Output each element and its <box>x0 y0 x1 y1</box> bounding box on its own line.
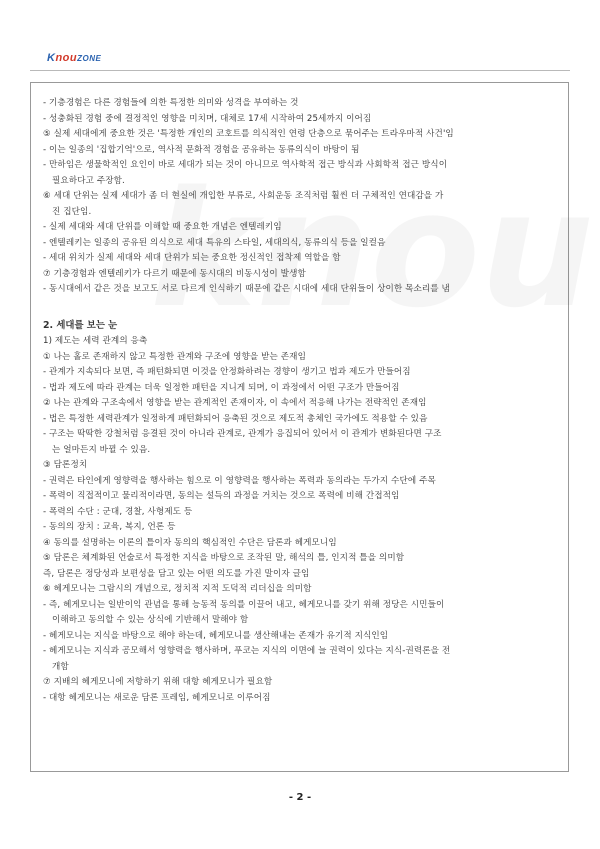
text-line: - 동시대에서 같은 것을 보고도 서로 다르게 인식하기 때문에 같은 시대에 세대 단위들이 상이한 목소리를 냄 <box>43 284 450 294</box>
text-line: - 만하임은 생물학적인 요인이 바로 세대가 되는 것이 아니므로 역사학적 접근 방식과 사회학적 접근 방식이 <box>43 160 448 170</box>
text-line: ⑦ 지배의 헤게모니에 저항하기 위해 대항 헤게모니가 필요함 <box>43 677 273 687</box>
text-line: 진 집단임. <box>52 206 92 217</box>
text-line: - 법과 제도에 따라 관계는 더욱 일정한 패턴을 지니게 되며, 이 과정에서 어떤 구조가 만들어짐 <box>43 382 400 393</box>
spacer <box>43 298 561 314</box>
text-line: - 권력은 타인에게 영향력을 행사하는 힘으로 이 영향력을 행사하는 폭력과 동의라는 두가지 수단에 주목 <box>43 475 436 486</box>
text-line: - 이는 일종의 '집합기억'으로, 역사적 문화적 경험을 공유하는 동류의식이 바탕이 됨 <box>43 144 360 155</box>
logo-zone: ZONE <box>77 54 102 63</box>
logo <box>47 52 101 64</box>
text-line: 즉, 담론은 정당성과 보편성을 담고 있는 어떤 의도를 가진 말이자 글임 <box>43 568 310 579</box>
text-line: - 폭력의 수단 : 군대, 경찰, 사형제도 등 <box>43 506 193 517</box>
header-divider <box>30 70 570 71</box>
text-line: - 헤게모니는 지식과 공모해서 영향력을 행사하며, 푸코는 지식의 이면에 늘 권력이 있다는 지식-권력론을 전 <box>43 646 451 656</box>
text-line: - 폭력이 직접적이고 물리적이라면, 동의는 설득의 과정을 거치는 것으로 폭력에 비해 간접적임 <box>43 491 400 501</box>
text-line: 는 얼마든지 바뀔 수 있음. <box>52 444 151 455</box>
section-1-continued <box>43 96 561 298</box>
text-line: 필요하다고 주장함. <box>52 175 125 186</box>
text-line: - 실제 세대와 세대 단위를 이해할 때 중요한 개념은 엔텔레키임 <box>43 222 282 232</box>
text-line: 이해하고 동의할 수 있는 상식에 기반해서 말해야 함 <box>52 615 249 625</box>
text-line: ⑤ 담론은 체계화된 언술로서 특정한 지식을 바탕으로 조작된 말, 해석의 틀, 인지적 틀을 의미함 <box>43 553 405 563</box>
text-line: - 구조는 딱딱한 강철처럼 응결된 것이 아니라 관계로, 관계가 응집되어 있어서 이 관계가 변화된다면 구조 <box>43 429 442 439</box>
text-line: 1) 제도는 세력 관계의 응축 <box>43 336 148 346</box>
section-2-body <box>43 334 561 706</box>
text-line: ① 나는 홀로 존재하지 않고 특정한 관계와 구조에 영향을 받는 존재임 <box>43 351 306 362</box>
text-line: - 세대 위치가 실제 세대와 세대 단위가 되는 중요한 정신적인 접착제 역할을 함 <box>43 253 341 263</box>
page-number: - 2 - <box>288 792 312 803</box>
text-line: - 기층경험은 다른 경험들에 의한 특정한 의미와 성격을 부여하는 것 <box>43 98 299 108</box>
text-line: - 성충화된 경험 중에 결정적인 영향을 미치며, 대체로 17세 시작하여 25세까지 이어짐 <box>43 113 372 124</box>
document-body <box>43 96 561 706</box>
text-line: - 관계가 지속되다 보면, 즉 패턴화되면 이것을 안정화하려는 경향이 생기고 법과 제도가 만들어짐 <box>43 367 411 377</box>
text-line: - 동의의 장치 : 교육, 복지, 언론 등 <box>43 522 176 532</box>
text-line: ② 나는 관계와 구조속에서 영향을 받는 관계적인 존재이자, 이 속에서 적응해 나가는 전략적인 존재임 <box>43 398 427 408</box>
text-line: ⑥ 헤게모니는 그람시의 개념으로, 정치적 지적 도덕적 리더십을 의미함 <box>43 584 312 594</box>
text-line: - 헤게모니는 지식을 바탕으로 해야 하는데, 헤게모니를 생산해내는 존재가 유기적 지식인임 <box>43 630 389 641</box>
text-line: - 법은 특정한 세력관계가 일정하게 패턴화되어 응축된 것으로 제도적 총체인 국가에도 적용할 수 있음 <box>43 413 428 424</box>
text-line: - 즉, 헤게모니는 일반이익 관념을 통해 능동적 동의를 이끌어 내고, 헤게모니를 갖기 위해 정당은 시민들이 <box>43 599 445 610</box>
text-line: ⑤ 실제 세대에게 중요한 것은 '특정한 개인의 코호트를 의식적인 연령 단층으로 묶어주는 트라우마적 사건'임 <box>43 129 454 139</box>
logo-k: K <box>47 52 56 64</box>
text-line: - 대항 헤게모니는 새로운 담론 프레임, 헤게모니로 이루어짐 <box>43 692 271 703</box>
logo-text: nou <box>55 52 78 64</box>
text-line: ③ 담론정치 <box>43 460 88 470</box>
text-line: 개함 <box>52 661 69 672</box>
section-heading: 2. 세대를 보는 눈 <box>43 320 118 331</box>
text-line: - 엔텔레키는 일종의 공유된 의식으로 세대 특유의 스타일, 세대의식, 동류의식 등을 일컬음 <box>43 237 386 248</box>
text-line: ④ 동의를 설명하는 이론의 틀이자 동의의 핵심적인 수단은 담론과 헤게모니임 <box>43 537 337 548</box>
text-line: ⑦ 기층경험과 엔텔레키가 다르기 때문에 동시대의 비동시성이 발생함 <box>43 268 306 279</box>
text-line: ⑥ 세대 단위는 실제 세대가 좀 더 현실에 개입한 부류로, 사회운동 조직처럼 훨씬 더 구체적인 연대감을 가 <box>43 191 444 201</box>
